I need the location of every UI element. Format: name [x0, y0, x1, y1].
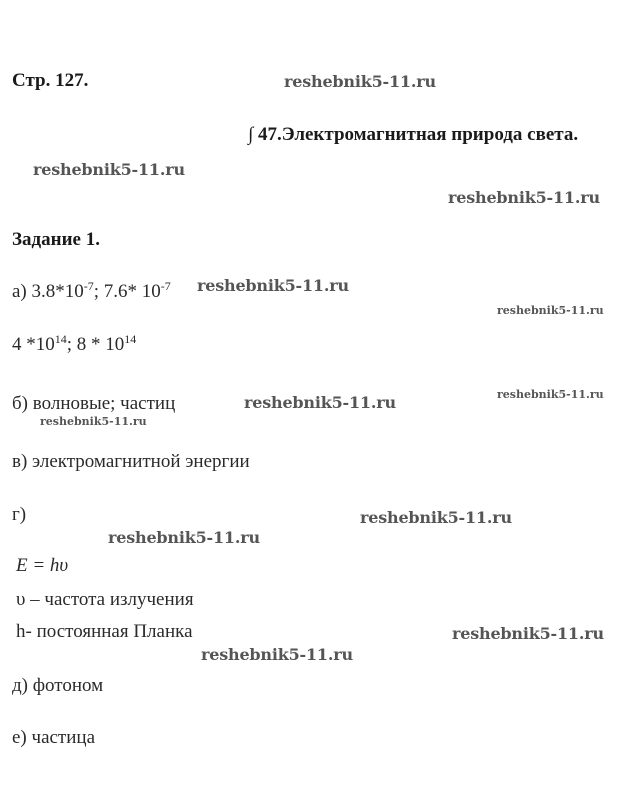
h-description: h- постоянная Планка — [16, 621, 193, 642]
task-title: Задание 1. — [12, 229, 100, 250]
watermark: reshebnik5-11.ru — [33, 160, 185, 179]
watermark: reshebnik5-11.ru — [448, 188, 600, 207]
watermark: reshebnik5-11.ru — [40, 415, 147, 428]
answer-v: в) электромагнитной энергии — [12, 451, 250, 472]
answer-b: б) волновые; частиц — [12, 393, 176, 414]
watermark: reshebnik5-11.ru — [201, 645, 353, 664]
watermark: reshebnik5-11.ru — [284, 72, 436, 91]
answer-e: е) частица — [12, 727, 96, 748]
watermark: reshebnik5-11.ru — [497, 388, 604, 401]
section-title: ∫ 47.Электромагнитная природа света. — [248, 124, 579, 145]
page-number: Стр. 127. — [12, 70, 89, 91]
formula: E = hυ — [16, 555, 69, 576]
watermark: reshebnik5-11.ru — [452, 624, 604, 643]
watermark: reshebnik5-11.ru — [360, 508, 512, 527]
watermark: reshebnik5-11.ru — [108, 528, 260, 547]
watermark: reshebnik5-11.ru — [497, 304, 604, 317]
answer-d: д) фотоном — [12, 675, 104, 696]
watermark: reshebnik5-11.ru — [244, 393, 396, 412]
answer-a: а) $3.8*10^{-7}$; 7.6* $10^{-7}$ — [12, 279, 171, 302]
nu-description: υ – частота излучения — [16, 589, 194, 610]
answer-g: г) — [12, 504, 27, 525]
watermark: reshebnik5-11.ru — [197, 276, 349, 295]
answer-a-frequencies: 4 $*10^{14}$; $8 * 10^{14}$ — [12, 332, 137, 355]
